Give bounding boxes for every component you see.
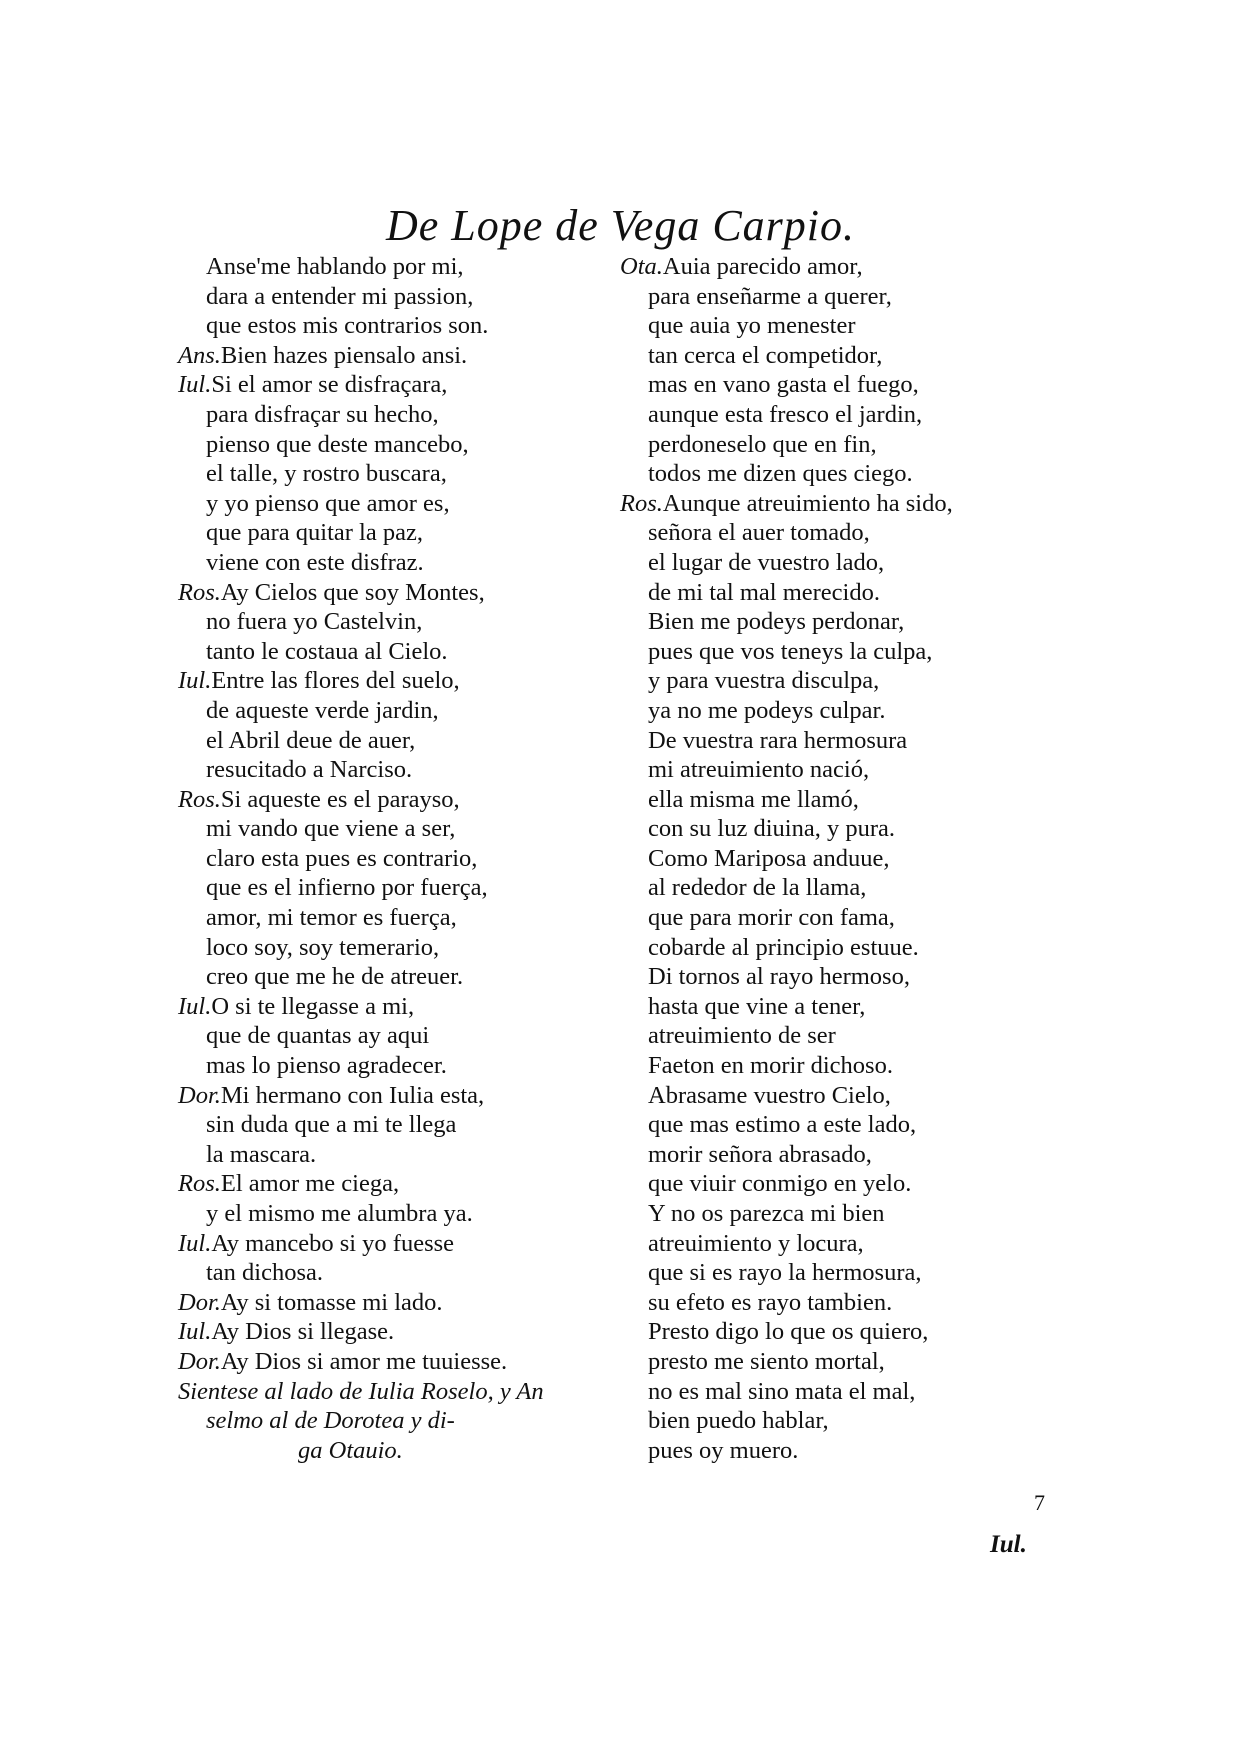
line-text: Si aqueste es el parayso, [220, 785, 460, 813]
verse-line [178, 755, 618, 785]
verse-line [178, 282, 618, 312]
line-text: O si te llegasse a mi, [211, 992, 415, 1020]
verse-line [178, 252, 618, 282]
verse-line [620, 1229, 1060, 1259]
line-text: resucitado a Narciso. [206, 756, 413, 784]
line-text: y el mismo me alumbra ya. [206, 1200, 473, 1227]
line-text: cobarde al principio estuue. [648, 933, 919, 961]
line-text: Bien me podeys perdonar, [648, 608, 905, 636]
verse-line [178, 873, 618, 903]
verse-line [620, 1288, 1060, 1318]
line-text: dara a entender mi passion, [206, 282, 474, 310]
verse-line [620, 785, 1060, 815]
line-text: que estos mis contrarios son. [206, 312, 489, 340]
line-text: tanto le costaua al Cielo. [206, 637, 448, 665]
right-column [620, 252, 1060, 1465]
line-text: amor, mi temor es fuerça, [206, 904, 457, 932]
line-text: mas lo pienso agradecer. [206, 1052, 447, 1080]
line-text: Faeton en morir dichoso. [648, 1052, 893, 1080]
verse-line [620, 1317, 1060, 1347]
speaker-name: Ota. [620, 253, 663, 280]
line-text: hasta que vine a tener, [648, 992, 866, 1020]
line-text: Como Mariposa anduue, [648, 844, 890, 872]
verse-line [620, 459, 1060, 489]
line-text: Ay Cielos que soy Montes, [220, 578, 485, 606]
verse-line [178, 1051, 618, 1081]
line-text: mi atreuimiento nació, [648, 756, 870, 784]
speaker-name: Iul. [178, 1229, 212, 1257]
line-text: Di tornos al rayo hermoso, [648, 963, 910, 991]
verse-line [178, 844, 618, 874]
left-column [178, 252, 618, 1465]
line-text: creo que me he de atreuer. [206, 963, 464, 991]
line-text: mas en vano gasta el fuego, [648, 371, 919, 399]
speaker-name: Iul. [178, 1318, 212, 1346]
verse-line [620, 1199, 1060, 1229]
verse-line [620, 873, 1060, 903]
line-text: mi vando que viene a ser, [206, 815, 456, 843]
line-text: Anse'me hablando por mi, [206, 253, 464, 280]
line-text: al rededor de la llama, [648, 874, 867, 902]
verse-line [620, 1377, 1060, 1407]
verse-line [178, 1081, 618, 1111]
line-text: viene con este disfraz. [206, 548, 424, 576]
page-header [0, 200, 1241, 251]
speaker-name: Iul. [178, 667, 212, 695]
verse-line [620, 370, 1060, 400]
verse-line [178, 578, 618, 608]
verse-line [178, 1199, 618, 1229]
verse-line [178, 1169, 618, 1199]
line-text: que mas estimo a este lado, [648, 1111, 917, 1139]
line-text: ga Otauio. [298, 1436, 403, 1464]
verse-line [620, 341, 1060, 371]
line-text: tan cerca el competidor, [648, 341, 883, 369]
verse-line [620, 1169, 1060, 1199]
line-text: Auia parecido amor, [662, 253, 863, 280]
verse-line [620, 637, 1060, 667]
verse-line [178, 785, 618, 815]
verse-line [620, 1258, 1060, 1288]
line-text: Ay mancebo si yo fuesse [211, 1229, 455, 1257]
verse-line [620, 1021, 1060, 1051]
line-text: el Abril deue de auer, [206, 726, 416, 754]
verse-line [620, 755, 1060, 785]
line-text: atreuimiento y locura, [648, 1229, 864, 1257]
verse-line [178, 1258, 618, 1288]
catchword: Iul. [990, 1531, 1027, 1558]
verse-line [178, 814, 618, 844]
line-text: Presto digo lo que os quiero, [648, 1318, 929, 1346]
line-text: Sientese al lado de Iulia Roselo, y An [178, 1377, 544, 1405]
line-text: ella misma me llamó, [648, 785, 859, 813]
page-number: 7 [1034, 1490, 1045, 1515]
verse-line [178, 370, 618, 400]
line-text: el talle, y rostro buscara, [206, 460, 447, 488]
line-text: y yo pienso que amor es, [206, 489, 450, 517]
verse-line [178, 341, 618, 371]
verse-line [620, 1436, 1060, 1466]
speaker-name: Ros. [620, 489, 663, 517]
verse-line [620, 903, 1060, 933]
running-title: De Lope de Vega Carpio. [385, 201, 856, 250]
verse-line [178, 1288, 618, 1318]
stage-direction-line [178, 1406, 618, 1436]
line-text: que es el infierno por fuerça, [206, 874, 488, 902]
verse-line [178, 430, 618, 460]
verse-line [178, 548, 618, 578]
speaker-name: Iul. [178, 371, 212, 399]
line-text: para enseñarme a querer, [648, 282, 892, 310]
speaker-name: Ros. [178, 1170, 221, 1198]
verse-line [620, 607, 1060, 637]
line-text: Entre las flores del suelo, [211, 667, 460, 695]
line-text: Si el amor se disfraçara, [211, 371, 448, 399]
line-text: que auia yo menester [648, 312, 856, 340]
verse-line [178, 311, 618, 341]
line-text: aunque esta fresco el jardin, [648, 400, 923, 428]
line-text: que viuir conmigo en yelo. [648, 1170, 912, 1198]
line-text: selmo al de Dorotea y di- [206, 1407, 455, 1435]
line-text: Mi hermano con Iulia esta, [220, 1081, 485, 1109]
speaker-name: Ros. [178, 785, 221, 813]
line-text: El amor me ciega, [220, 1170, 400, 1198]
stage-direction-line [178, 1377, 618, 1407]
verse-line [620, 933, 1060, 963]
line-text: ya no me podeys culpar. [648, 696, 886, 724]
verse-line [620, 311, 1060, 341]
verse-line [178, 1317, 618, 1347]
line-text: sin duda que a mi te llega [206, 1111, 457, 1139]
verse-line [620, 726, 1060, 756]
line-text: para disfraçar su hecho, [206, 400, 439, 428]
verse-line [620, 252, 1060, 282]
line-text: señora el auer tomado, [648, 519, 870, 547]
verse-line [178, 1229, 618, 1259]
speaker-name: Dor. [178, 1081, 221, 1109]
verse-line [620, 666, 1060, 696]
verse-line [178, 400, 618, 430]
line-text: que para morir con fama, [648, 904, 895, 932]
verse-line [620, 1081, 1060, 1111]
verse-line [620, 696, 1060, 726]
line-text: presto me siento mortal, [648, 1347, 885, 1375]
speaker-name: Ans. [178, 341, 221, 369]
verse-line [620, 1051, 1060, 1081]
line-text: De vuestra rara hermosura [648, 726, 908, 754]
line-text: Ay si tomasse mi lado. [220, 1288, 443, 1316]
verse-line [620, 962, 1060, 992]
line-text: con su luz diuina, y pura. [648, 815, 895, 843]
line-text: de mi tal mal merecido. [648, 578, 880, 606]
stage-direction-line [178, 1436, 618, 1466]
line-text: no es mal sino mata el mal, [648, 1377, 916, 1405]
verse-line [620, 548, 1060, 578]
verse-line [620, 400, 1060, 430]
line-text: perdoneselo que en fin, [648, 430, 877, 458]
line-text: loco soy, soy temerario, [206, 933, 440, 961]
verse-line [620, 1110, 1060, 1140]
verse-line [178, 933, 618, 963]
speaker-name: Dor. [178, 1288, 221, 1316]
speaker-name: Iul. [178, 992, 212, 1020]
verse-line [178, 607, 618, 637]
line-text: pues que vos teneys la culpa, [648, 637, 933, 665]
line-text: morir señora abrasado, [648, 1140, 872, 1168]
line-text: Bien hazes piensalo ansi. [220, 341, 468, 369]
line-text: el lugar de vuestro lado, [648, 548, 885, 576]
line-text: bien puedo hablar, [648, 1407, 829, 1435]
verse-line [620, 814, 1060, 844]
verse-line [620, 578, 1060, 608]
verse-line [620, 844, 1060, 874]
line-text: la mascara. [206, 1140, 317, 1168]
line-text: que de quantas ay aqui [206, 1022, 430, 1050]
speaker-name: Dor. [178, 1347, 221, 1375]
line-text: de aqueste verde jardin, [206, 696, 439, 724]
verse-line [620, 282, 1060, 312]
line-text: claro esta pues es contrario, [206, 844, 478, 872]
line-text: que para quitar la paz, [206, 519, 423, 547]
line-text: todos me dizen ques ciego. [648, 460, 913, 488]
verse-line [178, 1140, 618, 1170]
verse-line [620, 992, 1060, 1022]
line-text: su efeto es rayo tambien. [648, 1288, 893, 1316]
verse-line [178, 459, 618, 489]
verse-line [620, 430, 1060, 460]
verse-line [178, 489, 618, 519]
line-text: no fuera yo Castelvin, [206, 608, 423, 636]
verse-line [178, 666, 618, 696]
line-text: Aunque atreuimiento ha sido, [662, 489, 953, 517]
line-text: Ay Dios si amor me tuuiesse. [220, 1347, 508, 1375]
verse-line [620, 518, 1060, 548]
verse-line [620, 1406, 1060, 1436]
line-text: Ay Dios si llegase. [211, 1318, 395, 1346]
verse-line [178, 962, 618, 992]
line-text: Y no os parezca mi bien [648, 1200, 885, 1227]
verse-line [178, 696, 618, 726]
verse-line [620, 1140, 1060, 1170]
line-text: que si es rayo la hermosura, [648, 1259, 922, 1287]
line-text: y para vuestra disculpa, [648, 667, 880, 695]
verse-line [620, 489, 1060, 519]
verse-line [178, 1347, 618, 1377]
line-text: Abrasame vuestro Cielo, [648, 1081, 891, 1109]
line-text: tan dichosa. [206, 1259, 324, 1287]
verse-line [178, 726, 618, 756]
speaker-name: Ros. [178, 578, 221, 606]
line-text: atreuimiento de ser [648, 1022, 836, 1050]
line-text: pienso que deste mancebo, [206, 430, 469, 458]
verse-line [178, 903, 618, 933]
verse-line [178, 518, 618, 548]
verse-line [620, 1347, 1060, 1377]
line-text: pues oy muero. [648, 1436, 799, 1464]
verse-line [178, 1021, 618, 1051]
verse-line [178, 992, 618, 1022]
verse-line [178, 637, 618, 667]
verse-line [178, 1110, 618, 1140]
